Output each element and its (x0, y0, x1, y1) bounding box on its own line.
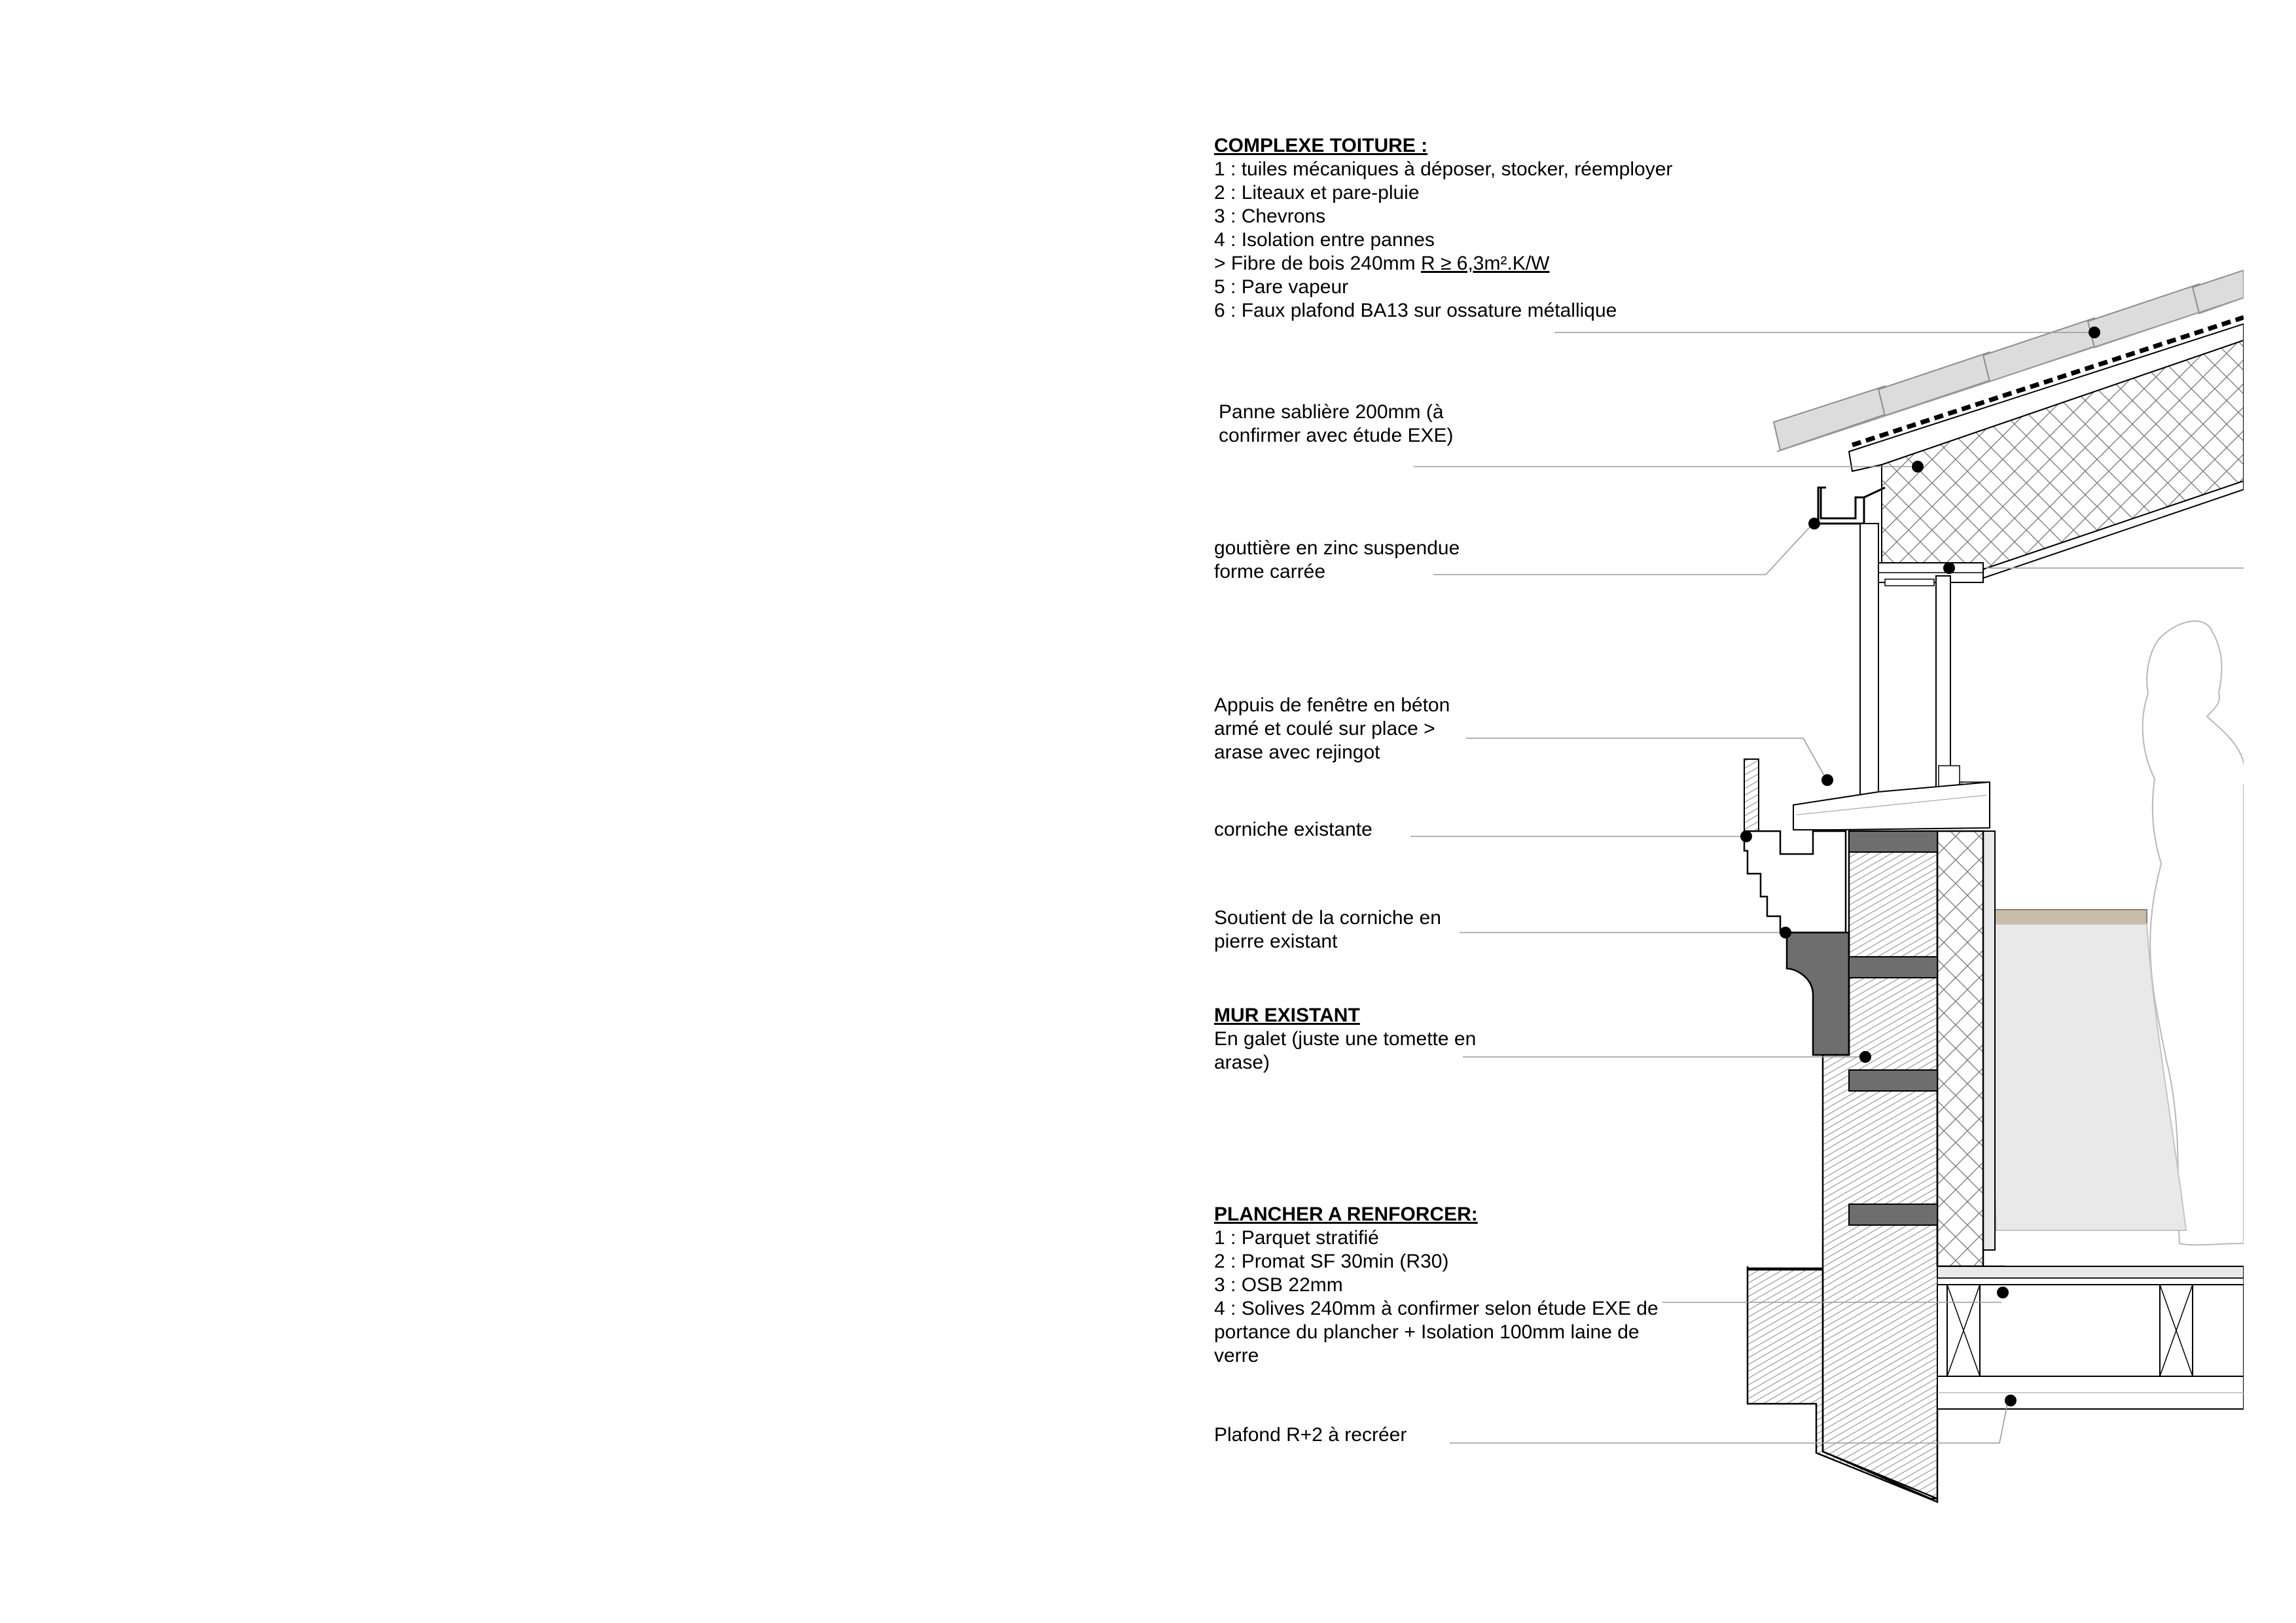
cornice-label: corniche existante (1214, 819, 1372, 840)
cornice-support-line-1: Soutient de la corniche en (1214, 907, 1441, 929)
floor-item-1: 1 : Parquet stratifié (1214, 1227, 1379, 1249)
dot-gutter (1808, 518, 1820, 529)
floor-item-3: 3 : OSB 22mm (1214, 1274, 1343, 1296)
roof-item-2: 2 : Liteaux et pare-pluie (1214, 182, 1420, 204)
roof-fibre-r-value: R ≥ 6,3m².K/W (1420, 253, 1550, 274)
roof-item-6: 6 : Faux plafond BA13 sur ossature métallique (1214, 300, 1617, 321)
dot-floor (1997, 1287, 2009, 1298)
floor-item-4-cont: portance du plancher + Isolation 100mm laine de (1214, 1321, 1640, 1343)
floor-title: PLANCHER A RENFORCER: (1214, 1204, 1478, 1225)
zinc-gutter (1818, 488, 1864, 524)
window-sill-line-2: armé et coulé sur place > (1214, 718, 1435, 740)
floor-item-4: 4 : Solives 240mm à confirmer selon étude EXE de (1214, 1298, 1659, 1319)
dot-ceiling (2005, 1395, 2017, 1406)
dot-panne (1912, 461, 1924, 473)
roof-item-4: 4 : Isolation entre pannes (1214, 229, 1435, 251)
wall-plate-line-1: Panne sablière 200mm (à (1219, 401, 1444, 423)
gutter-line-2: forme carrée (1214, 561, 1326, 582)
existing-wall-line-2: arase) (1214, 1052, 1270, 1073)
leader-sill (1466, 738, 1826, 779)
floor-item-4-end: verre (1214, 1345, 1259, 1366)
window-sill (1793, 782, 1990, 830)
floor-buildup (1937, 1266, 2244, 1409)
gutter-line-1: gouttière en zinc suspendue (1214, 537, 1460, 559)
dot-roof (2089, 327, 2100, 338)
existing-cornice (1744, 831, 1846, 933)
ceiling-label: Plafond R+2 à recréer (1214, 1424, 1407, 1446)
dot-sill (1821, 774, 1833, 786)
dot-fibre (1943, 562, 1955, 574)
stone-corbel (1787, 933, 1849, 1055)
roof-item-3: 3 : Chevrons (1214, 205, 1326, 227)
wall-plate-line-2: confirmer avec étude EXE) (1219, 425, 1454, 446)
floor-item-2: 2 : Promat SF 30min (R30) (1214, 1251, 1449, 1272)
cornice-support-line-2: pierre existant (1214, 931, 1338, 952)
roof-complex-title: COMPLEXE TOITURE : (1214, 135, 1428, 156)
existing-wall-line-1: En galet (juste une tomette en (1214, 1028, 1477, 1050)
roof-item-5: 5 : Pare vapeur (1214, 276, 1349, 298)
counter-top (1986, 910, 2147, 924)
dot-cornice (1740, 830, 1752, 842)
wall-insulation (1937, 831, 1983, 1266)
roof-item-1: 1 : tuiles mécaniques à déposer, stocker, réemployer (1214, 158, 1673, 180)
existing-wall-title: MUR EXISTANT (1214, 1005, 1360, 1026)
roof-fibre-prefix: > Fibre de bois 240mm (1214, 253, 1421, 274)
window-sill-line-1: Appuis de fenêtre en béton (1214, 694, 1450, 716)
dot-support (1780, 927, 1791, 938)
interior-wall-lining (1983, 831, 1995, 1250)
dot-wall (1859, 1051, 1871, 1063)
parapet-board (1744, 759, 1759, 831)
leader-gutter (1433, 524, 1813, 575)
window-post-left (1860, 524, 1878, 798)
window-post-right (1936, 576, 1950, 792)
window-sill-line-3: arase avec rejingot (1214, 741, 1380, 763)
